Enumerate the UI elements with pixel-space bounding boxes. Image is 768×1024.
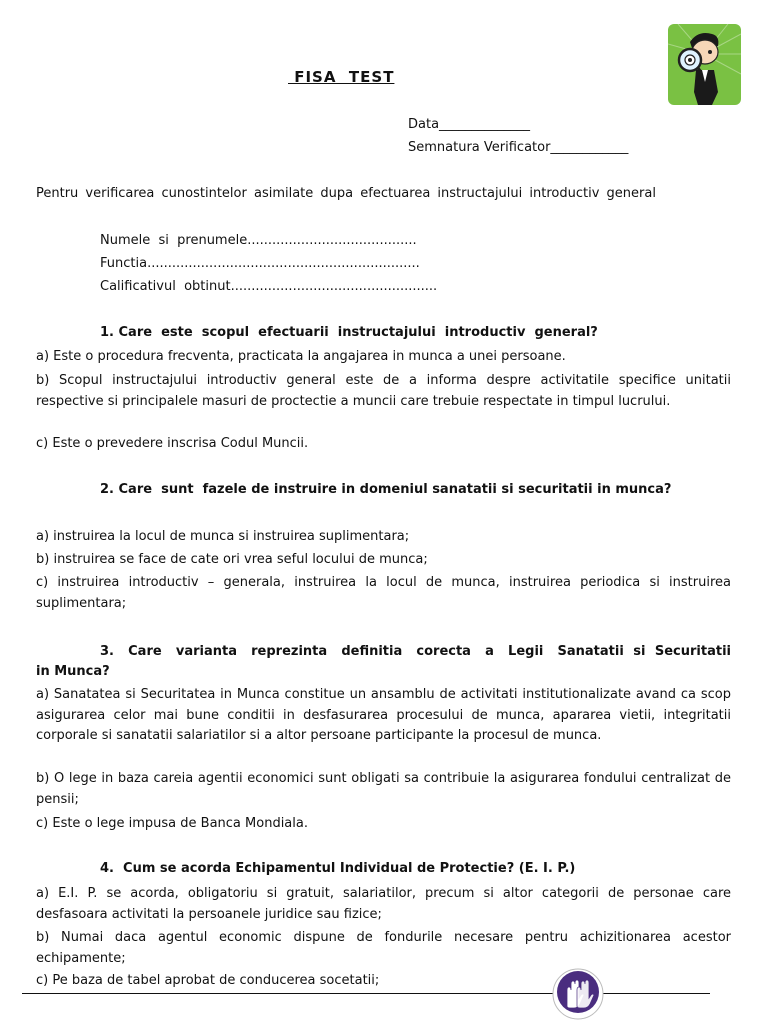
document-title: FISA TEST (288, 68, 395, 86)
protective-gloves-icon (552, 968, 604, 1020)
answer-2b: b) instruirea se face de cate ori vrea seful locului de munca; (36, 552, 428, 567)
answer-4c: c) Pe baza de tabel aprobat de conducerea socetatii; (36, 973, 380, 988)
footer-rule (22, 993, 710, 994)
function-field: Functia.................................................................. (100, 256, 420, 271)
answer-4b: b) Numai daca agentul economic dispune de fondurile necesare pentru achizitionarea acestor echipamente; (36, 930, 731, 966)
question-3: 3. Care varianta reprezinta definitia corecta a Legii Sanatatii si Securitatii in Munca? (36, 644, 736, 679)
answer-1a: a) Este o procedura frecventa, practicata la angajarea in munca a unei persoane. (36, 349, 566, 364)
question-2: 2. Care sunt fazele de instruire in domeniul sanatatii si securitatii in munca? (100, 482, 672, 497)
answer-3c: c) Este o lege impusa de Banca Mondiala. (36, 816, 308, 831)
answer-3a: a) Sanatatea si Securitatea in Munca constitue un ansamblu de activitati institutionalizate avand ca scop asigurarea celor mai bune conditii in desfasurarea procesului de munca, apararea vietii, integritatii corporale si sanatatii salariatilor si a altor persoane participante la procesul de munca. (36, 687, 731, 743)
question-4: 4. Cum se acorda Echipamentul Individual de Protectie? (E. I. P.) (100, 861, 576, 876)
date-field: Data______________ (408, 117, 531, 132)
answer-4a: a) E.I. P. se acorda, obligatoriu si gratuit, salariatilor, precum si altor categorii de personae care desfasoara activitati la persoanele juridice sau fizice; (36, 886, 731, 922)
answer-2c: c) instruirea introductiv – generala, instruirea la locul de munca, instruirea periodica si instruirea suplimentara; (36, 575, 731, 611)
answer-2a: a) instruirea la locul de munca si instruirea suplimentara; (36, 529, 410, 544)
name-field: Numele si prenumele......................................... (100, 233, 417, 248)
question-1: 1. Care este scopul efectuarii instructajului introductiv general? (100, 325, 598, 340)
intro-text: Pentru verificarea cunostintelor asimilate dupa efectuarea instructajului introductiv general (36, 186, 656, 201)
signature-field: Semnatura Verificator____________ (408, 140, 629, 155)
qualification-field: Calificativul obtinut.................................................. (100, 279, 438, 294)
detective-magnifier-icon (668, 24, 741, 105)
answer-1b: b) Scopul instructajului introductiv general este de a informa despre activitatile specifice unitatii respective si principalele masuri de proctectie a muncii care trebuie respectate in timpul lucrului. (36, 373, 731, 409)
answer-3b: b) O lege in baza careia agentii economici sunt obligati sa contribuie la asigurarea fondului centralizat de pensii; (36, 771, 731, 807)
answer-1c: c) Este o prevedere inscrisa Codul Muncii. (36, 436, 309, 451)
